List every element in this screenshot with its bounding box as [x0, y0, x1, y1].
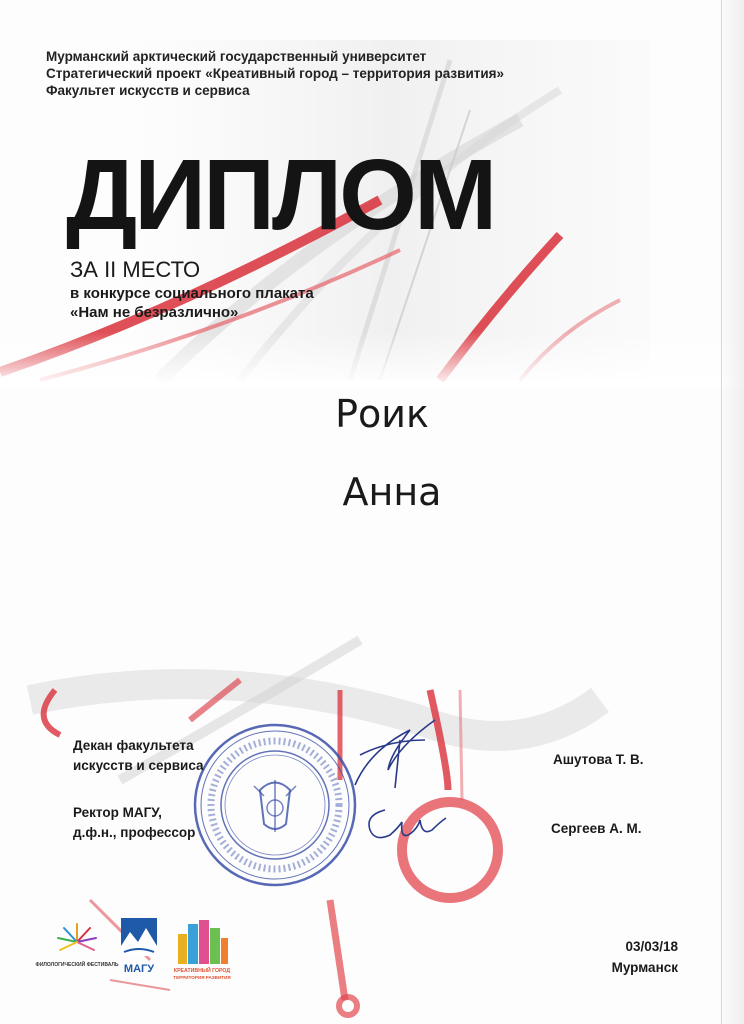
faculty-name: Факультет искусств и сервиса [46, 83, 250, 98]
magu-logo [118, 916, 160, 978]
rector-signature [360, 800, 450, 850]
issue-city: Мурманск [611, 960, 678, 975]
issue-info [612, 936, 678, 978]
festival-logo [35, 918, 119, 976]
creative-city-text-2: ТЕРРИТОРИЯ РАЗВИТИЯ [173, 975, 231, 980]
rector-title-line-1: Ректор МАГУ, [73, 805, 162, 820]
dean-title [73, 736, 204, 776]
dean-signature [340, 710, 450, 800]
rector-title [73, 803, 195, 843]
institution-header [46, 48, 504, 99]
dean-name: Ашутова Т. В. [553, 752, 644, 767]
rector-title-line-2: д.ф.н., профессор [73, 825, 196, 840]
creative-city-text-1: КРЕАТИВНЫЙ ГОРОД [173, 968, 231, 974]
contest-description [70, 284, 314, 322]
recipient-surname: Роик [335, 392, 429, 436]
recipient-name: Анна [342, 470, 442, 514]
contest-name: «Нам не безразлично» [70, 304, 239, 321]
rector-name: Сергеев А. М. [551, 821, 642, 836]
university-name: Мурманский арктический государственный университет [46, 49, 427, 64]
official-seal [190, 720, 360, 890]
diploma-title: ДИПЛОМ [66, 139, 495, 251]
project-name: Стратегический проект «Креативный город – территория развития» [46, 66, 505, 81]
contest-line-1: в конкурсе социального плаката [70, 285, 314, 302]
dean-title-line-2: искусств и сервиса [73, 758, 204, 773]
issue-date: 03/03/18 [625, 939, 678, 954]
dean-title-line-1: Декан факультета [73, 738, 194, 753]
festival-logo-text: ФИЛОЛОГИЧЕСКИЙ ФЕСТИВАЛЬ [35, 962, 119, 968]
award-place: ЗА II МЕСТО [70, 257, 201, 282]
magu-logo-text: МАГУ [123, 963, 155, 975]
creative-city-logo [172, 916, 232, 982]
